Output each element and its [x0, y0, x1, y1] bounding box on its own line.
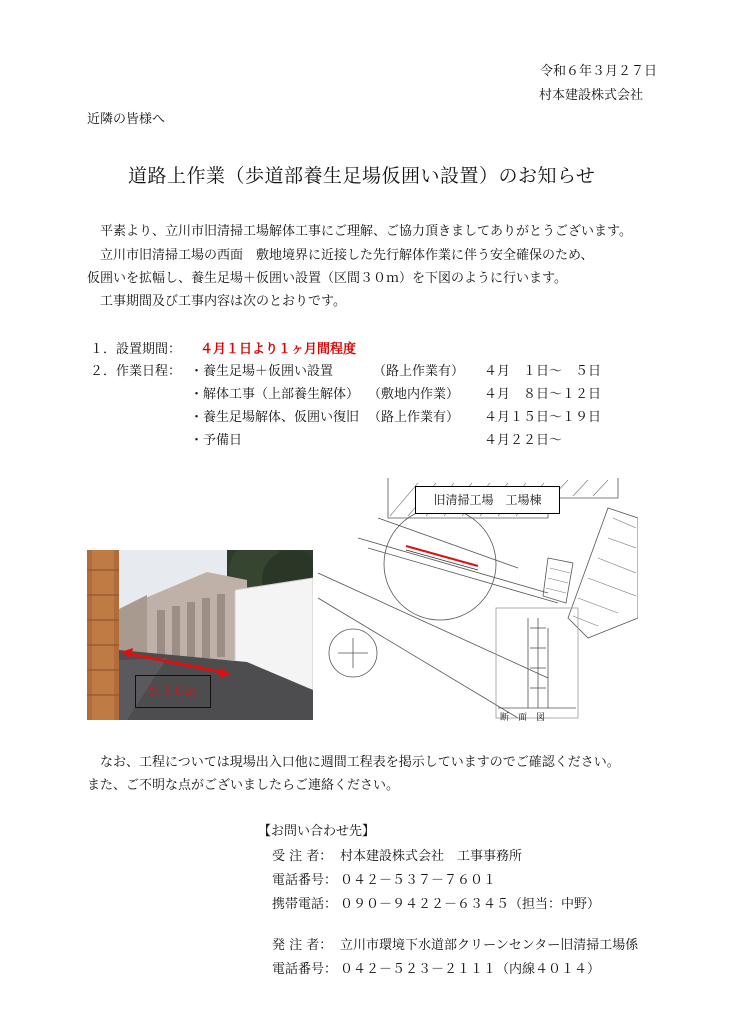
schedule-task-3: ・養生足場解体、仮囲い復旧 [190, 410, 360, 425]
schedule-task-2: ・解体工事（上部養生解体） [190, 387, 360, 402]
schedule-date-2: ４月 ８日～１２日 [484, 387, 602, 402]
schedule-date-1: ４月 １日～ ５日 [484, 364, 602, 379]
note-line-2: また、ご不明な点がございましたらご連絡ください。 [87, 778, 400, 793]
issuer-company: 村本建設株式会社 [539, 88, 644, 103]
client-name: 立川市環境下水道部クリーンセンター旧清掃工場係 [340, 938, 639, 953]
mobile-label: 携帯電話： [272, 897, 338, 912]
client-tel-number: ０４２－５２３－２１１１（内線４０１４） [340, 962, 601, 977]
schedule-task-4: ・予備日 [190, 433, 243, 448]
schedule-note-3: （路上作業有） [368, 410, 460, 425]
building-label: 旧清掃工場 工場棟 [415, 486, 560, 514]
section-label: 断 面 図 [500, 713, 546, 723]
schedule-label: ２．作業日程： [90, 364, 182, 379]
mobile-number: ０９０－９４２２－６３４５（担当：中野） [340, 897, 601, 912]
site-map [318, 478, 638, 723]
addressee: 近隣の皆様へ [87, 112, 166, 127]
schedule-task-1: ・養生足場＋仮囲い設置 [190, 364, 334, 379]
body-line-4: 工事期間及び工事内容は次のとおりです。 [100, 294, 346, 309]
schedule-date-3: ４月１５日～１９日 [484, 410, 602, 425]
period-value: ４月１日より１ヶ月間程度 [200, 342, 357, 357]
schedule-note-2: （敷地内作業） [368, 387, 460, 402]
photo-distance-label: 約３０ｍ [135, 675, 211, 708]
contact-heading: 【お問い合わせ先】 [258, 824, 376, 839]
client-label: 発 注 者： [272, 938, 333, 953]
body-line-3: 仮囲いを拡幅し、養生足場＋仮囲い設置（区間３０ｍ）を下図のように行います。 [87, 271, 567, 286]
page-title: 道路上作業（歩道部養生足場仮囲い設置）のお知らせ [128, 165, 596, 187]
note-line-1: なお、工程については現場出入口他に週間工程表を掲示していますのでご確認ください。 [100, 755, 620, 770]
body-line-1: 平素より、立川市旧清掃工場解体工事にご理解、ご協力頂きましてありがとうございます。 [100, 224, 632, 239]
document-date: 令和６年３月２７日 [540, 64, 658, 79]
body-line-2: 立川市旧清掃工場の西面 敷地境界に近接した先行解体作業に伴う安全確保のため、 [100, 248, 594, 263]
tel-label: 電話番号： [272, 873, 338, 888]
schedule-note-1: （路上作業有） [373, 364, 465, 379]
contractor-name: 村本建設株式会社 工事事務所 [340, 849, 523, 864]
period-label: １．設置期間： [90, 342, 182, 357]
site-photo [87, 550, 313, 720]
schedule-date-4: ４月２２日～ [484, 433, 563, 448]
contractor-label: 受 注 者： [272, 849, 333, 864]
client-tel-label: 電話番号： [272, 962, 338, 977]
tel-number: ０４２－５３７－７６０１ [340, 873, 497, 888]
